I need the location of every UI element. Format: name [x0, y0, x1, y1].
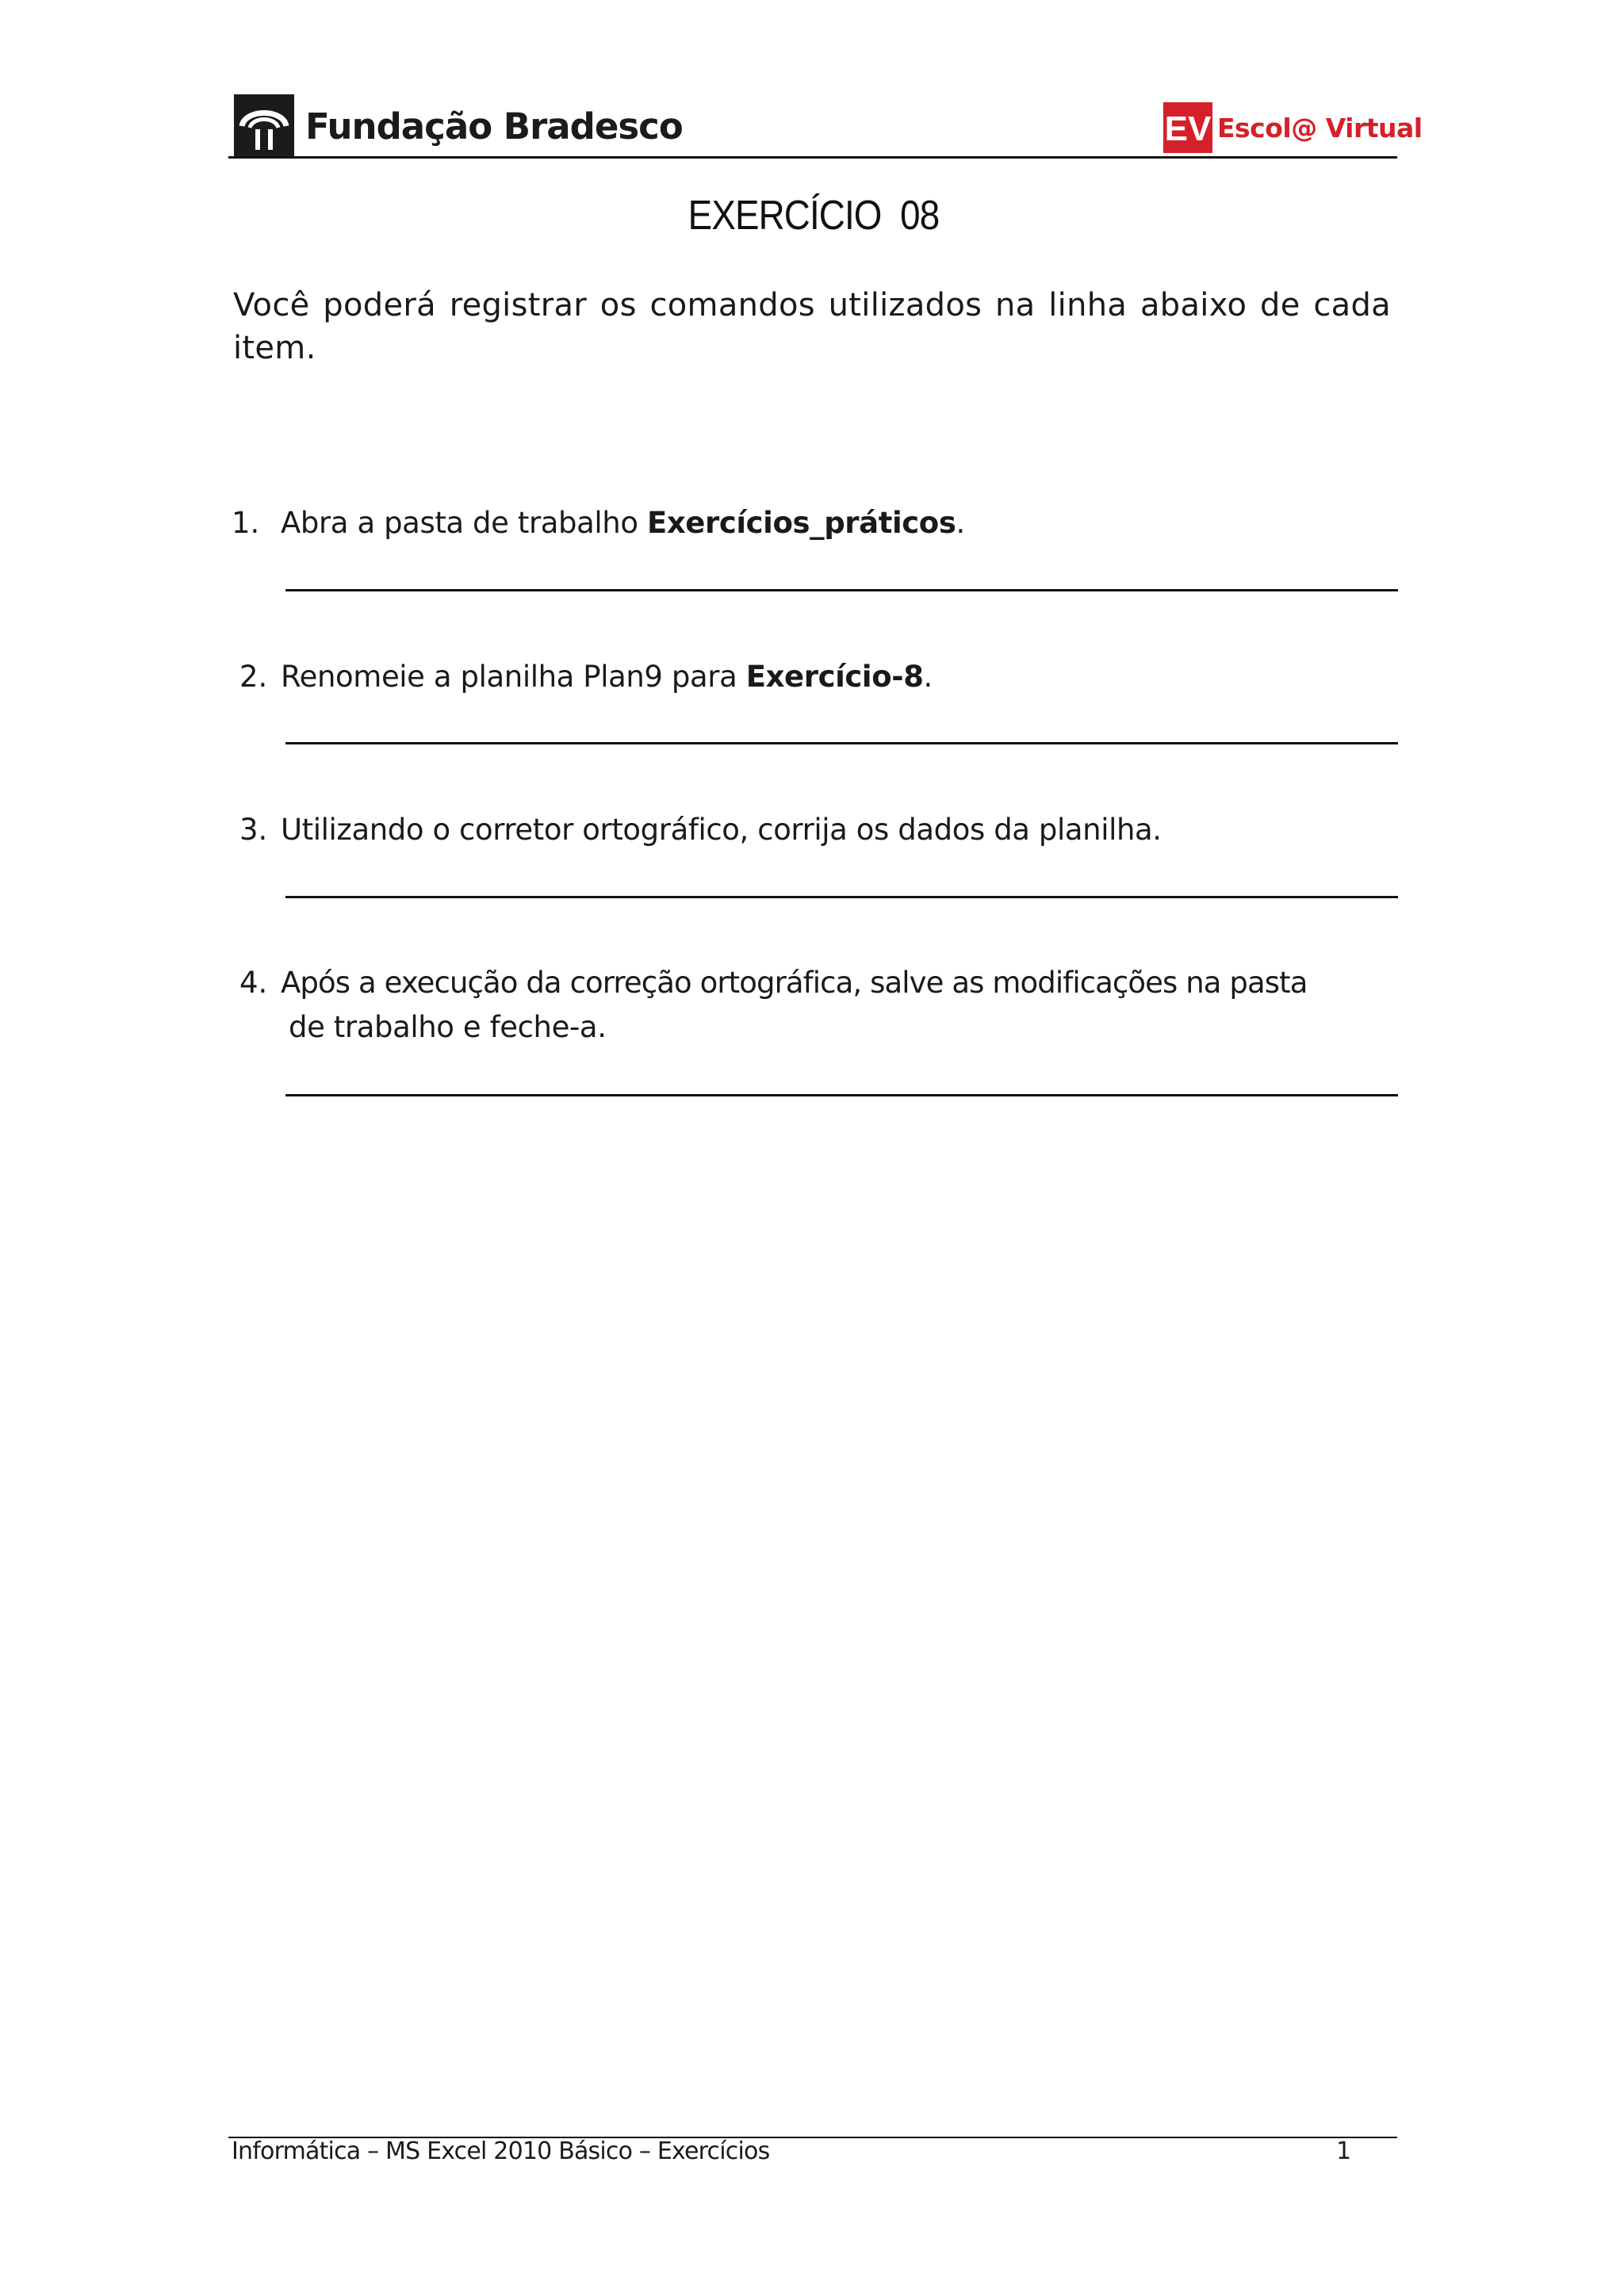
fundacao-bradesco-logo	[234, 93, 683, 159]
answer-line-4[interactable]	[285, 1094, 1398, 1096]
escola-virtual-wordmark: Escol@ Virtual	[1217, 112, 1423, 144]
item-bold-text: Exercício-8	[745, 660, 924, 694]
item-text	[281, 501, 1399, 545]
intro-paragraph: Você poderá registrar os comandos utilizados na linha abaixo de cada item.	[233, 287, 1391, 366]
fundacao-bradesco-wordmark: Fundação Bradesco	[305, 105, 683, 147]
item-number: 4.	[239, 966, 268, 1000]
item-number: 2.	[239, 660, 268, 694]
answer-line-1[interactable]	[285, 589, 1398, 591]
page-title-text: EXERCÍCIO 08	[688, 193, 940, 239]
item-bold-text: Exercícios_práticos	[646, 506, 956, 540]
item-text-line: Após a execução da correção ortográfica, salve as modificações na pasta	[281, 966, 1308, 1000]
bradesco-tree-icon	[234, 94, 294, 158]
footer-text: Informática – MS Excel 2010 Básico – Exercícios	[232, 2137, 770, 2165]
item-text-part: .	[923, 660, 933, 694]
item-text-line: de trabalho e feche-a.	[289, 1010, 607, 1044]
item-text: Utilizando o corretor ortográfico, corrija os dados da planilha.	[281, 813, 1162, 847]
escola-virtual-logo	[1162, 99, 1423, 156]
item-text-part: Renomeie a planilha Plan9 para	[281, 660, 746, 694]
item-text-part: .	[956, 506, 965, 540]
answer-line-2[interactable]	[285, 742, 1398, 744]
item-text-part: Abra a pasta de trabalho	[281, 506, 647, 540]
item-number: 1.	[232, 506, 260, 540]
header-rule	[228, 156, 1397, 159]
item-text	[281, 655, 1399, 699]
page-number: 1	[1336, 2137, 1352, 2165]
item-number: 3.	[239, 813, 268, 847]
ev-logo-icon	[1162, 101, 1214, 155]
ev-logo-mark: EV	[1164, 109, 1212, 148]
page-title	[98, 192, 1526, 239]
answer-line-3[interactable]	[285, 896, 1398, 898]
item-text	[281, 961, 1399, 1050]
